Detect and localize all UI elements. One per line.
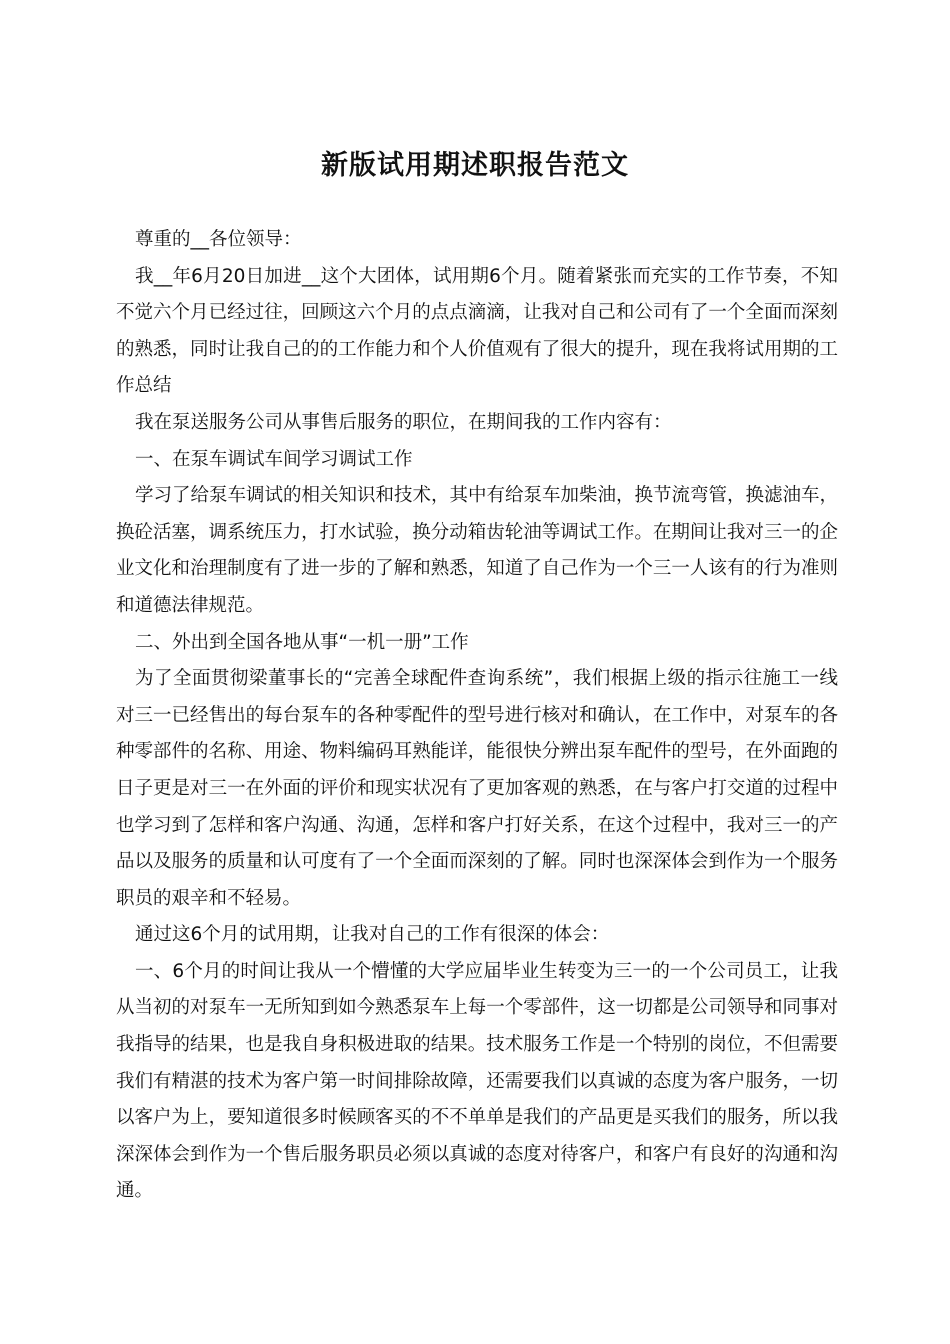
section-heading-2: 二、外出到全国各地从事“一机一册”工作 [135,631,469,653]
intro-paragraph: 我__年6月20日加进__这个大团体，试用期6个月。随着紧张而充实的工作节奏，不知不觉六个月已经过往，回顾这六个月的点点滴滴，让我对自己和公司有了一个全面而深刻的熟悉，同时让我自己的的工作能力和个人价值观有了很大的提升，现在我将试用期的工作总结 [116,265,838,397]
section-1-paragraph: 学习了给泵车调试的相关知识和技术，其中有给泵车加柴油，换节流弯管，换滤油车，换砼活塞，调系统压力，打水试验，换分动箱齿轮油等调试工作。在期间让我对三一的企业文化和治理制度有了进一步的了解和熟悉，知道了自己作为一个三一人该有的行为准则和道德法律规范。 [116,485,839,616]
experience-point-1-paragraph: 一、6个月的时间让我从一个懵懂的大学应届毕业生转变为三一的一个公司员工，让我从当初的对泵车一无所知到如今熟悉泵车上每一个零部件，这一切都是公司领导和同事对我指导的结果，也是我自身积极进取的结果。技术服务工作是一个特别的岗位，不但需要我们有精湛的技术为客户第一时间排除故障，还需要我们以真诚的态度为客户服务，一切以客户为上，要知道很多时候顾客买的不不单单是我们的产品更是买我们的服务，所以我深深体会到作为一个售后服务职员必须以真诚的态度对待客户，和客户有良好的沟通和沟通。 [116,960,838,1202]
salutation-paragraph: 尊重的__各位领导： [135,229,302,250]
section-2-paragraph: 为了全面贯彻梁董事长的“完善全球配件查询系统”，我们根据上级的指示往施工一线对三一已经售出的每台泵车的各种零配件的型号进行核对和确认，在工作中，对泵车的各种零部件的名称、用途、物料编码耳熟能详，能很快分辨出泵车配件的型号，在外面跑的日子更是对三一在外面的评价和现实状况有了更加客观的熟悉，在与客户打交道的过程中也学习到了怎样和客户沟通、沟通，怎样和客户打好关系，在这个过程中，我对三一的产品以及服务的质量和认可度有了一个全面而深刻的了解。同时也深深体会到作为一个服务职员的艰辛和不轻易。 [116,668,838,909]
job-description-paragraph: 我在泵送服务公司从事售后服务的职位，在期间我的工作内容有： [135,411,672,433]
document-title: 新版试用期述职报告范文 [321,150,629,182]
document-body [116,222,838,1210]
section-heading-1: 一、在泵车调试车间学习调试工作 [135,448,413,470]
experience-lead-paragraph: 通过这6个月的试用期，让我对自己的工作有很深的体会： [135,924,610,946]
